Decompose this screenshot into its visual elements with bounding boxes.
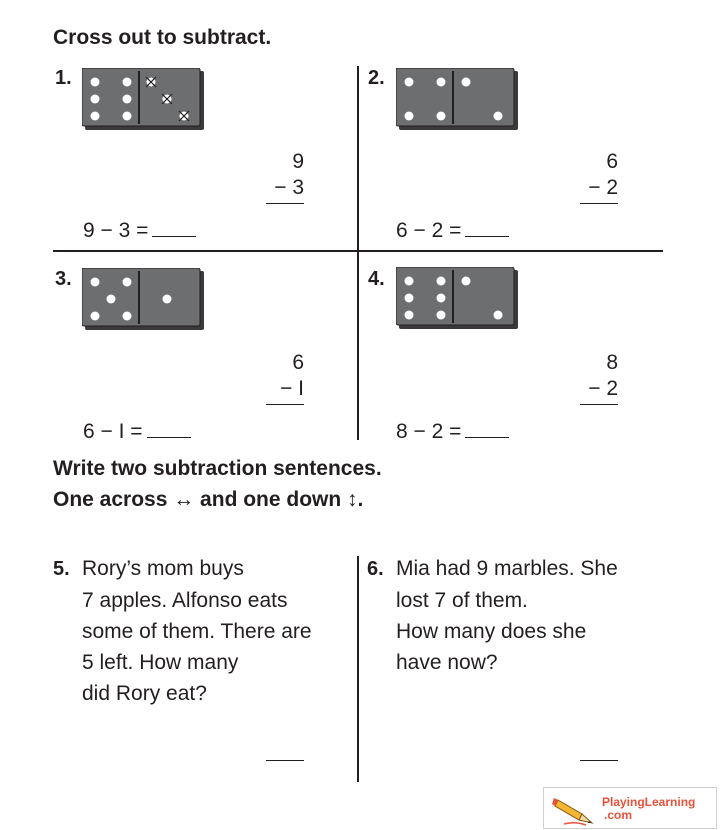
problem-5-number: 5. xyxy=(53,558,70,580)
problem-6-line-2: lost 7 of them. xyxy=(396,589,528,612)
problem-4-vertical xyxy=(578,350,618,402)
problem-3-equation: 6 − I = xyxy=(83,420,143,443)
word-problem-5 xyxy=(53,553,353,709)
problem-5-line-5: did Rory eat? xyxy=(82,682,207,705)
problem-5-line-1: Rory’s mom buys xyxy=(82,557,244,580)
vertical-divider-bottom xyxy=(357,556,359,782)
problem-4-op: − 2 xyxy=(588,377,618,400)
horizontal-divider xyxy=(53,250,663,252)
problem-5-line-2: 7 apples. Alfonso eats xyxy=(82,589,288,612)
problem-6-line-1: Mia had 9 marbles. She xyxy=(396,557,618,580)
problem-6-answer-line[interactable] xyxy=(580,760,618,761)
playinglearning-logo[interactable] xyxy=(543,787,717,829)
domino-2 xyxy=(396,68,518,130)
section-2-instruction-2: One across ↔ and one down ↕. xyxy=(53,488,364,511)
problem-3-vertical xyxy=(264,350,304,402)
problem-3-rule xyxy=(266,404,304,405)
problem-5-line-3: some of them. There are xyxy=(82,620,312,643)
problem-1-answer-blank[interactable] xyxy=(152,235,196,237)
problem-3-answer-blank[interactable] xyxy=(147,436,191,438)
problem-1-number: 1. xyxy=(55,67,72,89)
word-problem-6 xyxy=(367,553,667,678)
problem-4-number: 4. xyxy=(368,268,385,290)
problem-2-equation: 6 − 2 = xyxy=(396,219,462,242)
problem-1-op: − 3 xyxy=(274,176,304,199)
problem-3-op: − I xyxy=(280,377,304,400)
domino-4 xyxy=(396,267,518,329)
logo-line-2: .com xyxy=(604,808,633,822)
problem-1-equation: 9 − 3 = xyxy=(83,219,149,242)
domino-1 xyxy=(82,68,204,130)
problem-4-top: 8 xyxy=(606,351,618,374)
problem-3-top: 6 xyxy=(292,351,304,374)
problem-4-answer-blank[interactable] xyxy=(465,436,509,438)
problem-5-line-4: 5 left. How many xyxy=(82,651,239,674)
problem-1-rule xyxy=(266,203,304,204)
problem-6-number: 6. xyxy=(367,558,384,580)
problem-2-top: 6 xyxy=(606,150,618,173)
problem-1-vertical xyxy=(264,149,304,201)
problem-3-equation-row xyxy=(83,420,191,444)
problem-2-vertical xyxy=(578,149,618,201)
problem-2-op: − 2 xyxy=(588,176,618,199)
problem-2-rule xyxy=(580,203,618,204)
pencil-icon xyxy=(552,790,598,826)
problem-1-equation-row xyxy=(83,219,196,243)
problem-2-answer-blank[interactable] xyxy=(465,235,509,237)
problem-6-line-4: have now? xyxy=(396,651,498,674)
problem-2-equation-row xyxy=(396,219,509,243)
problem-2-number: 2. xyxy=(368,67,385,89)
problem-6-line-3: How many does she xyxy=(396,620,587,643)
problem-4-equation: 8 − 2 = xyxy=(396,420,462,443)
logo-line-1: PlayingLearning xyxy=(602,795,696,809)
problem-5-answer-line[interactable] xyxy=(266,760,304,761)
problem-3-number: 3. xyxy=(55,268,72,290)
logo-text xyxy=(602,796,695,822)
section-heading: Cross out to subtract. xyxy=(53,26,272,49)
problem-4-equation-row xyxy=(396,420,509,444)
section-2-instruction-1: Write two subtraction sentences. xyxy=(53,457,382,480)
problem-4-rule xyxy=(580,404,618,405)
problem-1-top: 9 xyxy=(292,150,304,173)
domino-3 xyxy=(82,268,204,330)
vertical-divider-top xyxy=(357,66,359,440)
